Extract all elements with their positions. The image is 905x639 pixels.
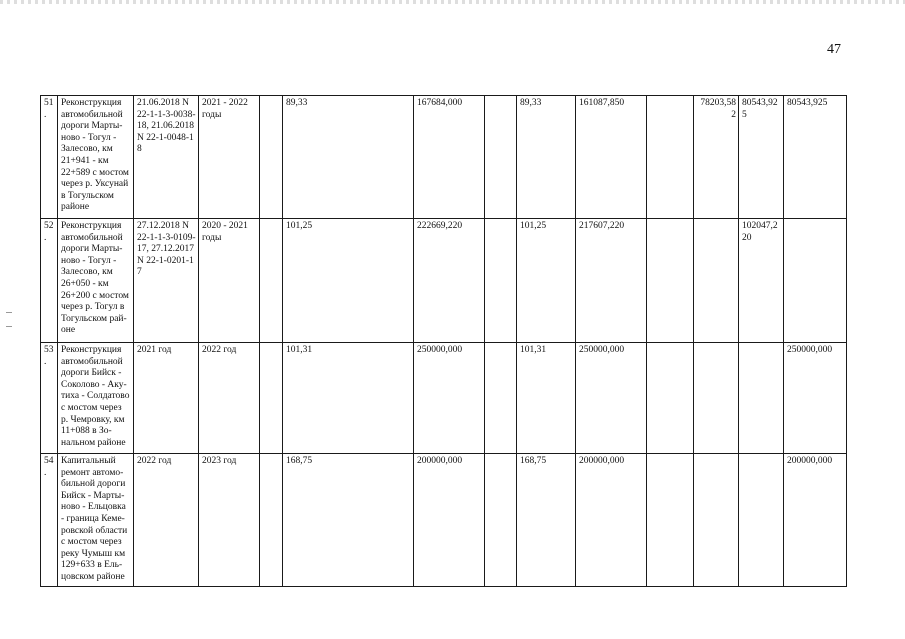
scan-top-edge bbox=[0, 0, 905, 4]
length-cell: 89,33 bbox=[517, 96, 576, 219]
table-row bbox=[41, 219, 847, 343]
year-amount-cell: 80543,925 bbox=[739, 96, 784, 219]
object-name-cell: Капитальный ремонт автомо-бильной дороги Бийск - Марты-ново - Ельцовка - граница Кеме-ровской области с мостом через реку Чумыш км 129+633 в Ель-цовском районе bbox=[58, 454, 134, 587]
year-amount-cell: 250000,000 bbox=[784, 343, 847, 454]
row-number-cell bbox=[41, 343, 58, 454]
page-number: 47 bbox=[827, 42, 841, 57]
period-cell: 2021 - 2022 годы bbox=[199, 96, 260, 219]
row-number-cell bbox=[41, 454, 58, 587]
table-row bbox=[41, 96, 847, 219]
empty-cell bbox=[647, 96, 694, 219]
table-row bbox=[41, 454, 847, 587]
total-cost-cell: 222669,220 bbox=[414, 219, 485, 343]
year-amount-cell bbox=[694, 454, 739, 587]
length-cell: 101,31 bbox=[517, 343, 576, 454]
period-cell: 2023 год bbox=[199, 454, 260, 587]
row-number-cell bbox=[41, 219, 58, 343]
year-amount-cell: 200000,000 bbox=[784, 454, 847, 587]
total-cost-cell: 200000,000 bbox=[414, 454, 485, 587]
empty-cell bbox=[485, 454, 517, 587]
year-amount-cell bbox=[739, 343, 784, 454]
row-number-dot: . bbox=[44, 356, 47, 367]
empty-cell bbox=[647, 454, 694, 587]
object-name-cell: Реконструкция автомобильной дороги Марты-ново - Тогул - Залесово, км 21+941 - км 22+589 с мостом через р. Уксунай в Тогульском районе bbox=[58, 96, 134, 219]
empty-cell bbox=[647, 219, 694, 343]
year-amount-cell: 78203,582 bbox=[694, 96, 739, 219]
document-cell: 21.06.2018 N 22-1-1-3-0038-18, 21.06.2018 N 22-1-0048-18 bbox=[134, 96, 199, 219]
period-cell: 2022 год bbox=[199, 343, 260, 454]
length-cell: 101,25 bbox=[283, 219, 414, 343]
document-cell: 2021 год bbox=[134, 343, 199, 454]
empty-cell bbox=[260, 219, 283, 343]
year-amount-cell: 80543,925 bbox=[784, 96, 847, 219]
total-cost-cell: 167684,000 bbox=[414, 96, 485, 219]
length-cell: 101,31 bbox=[283, 343, 414, 454]
empty-cell bbox=[260, 454, 283, 587]
empty-cell bbox=[260, 343, 283, 454]
length-cell: 168,75 bbox=[283, 454, 414, 587]
empty-cell bbox=[485, 219, 517, 343]
empty-cell bbox=[260, 96, 283, 219]
row-number-dot: . bbox=[44, 467, 47, 478]
row-number-cell bbox=[41, 96, 58, 219]
year-amount-cell bbox=[694, 343, 739, 454]
period-cell: 2020 - 2021 годы bbox=[199, 219, 260, 343]
year-amount-cell bbox=[784, 219, 847, 343]
year-amount-cell bbox=[739, 454, 784, 587]
row-number-dot: . bbox=[44, 109, 47, 120]
row-number: 52 bbox=[44, 221, 54, 231]
cost-cell: 250000,000 bbox=[576, 343, 647, 454]
object-name-cell: Реконструкция автомобильной дороги Марты-ново - Тогул - Залесово, км 26+050 - км 26+200 с мостом через р. Тогул в Тогульском рай-оне bbox=[58, 219, 134, 343]
total-cost-cell: 250000,000 bbox=[414, 343, 485, 454]
empty-cell bbox=[647, 343, 694, 454]
empty-cell bbox=[485, 343, 517, 454]
scan-margin-mark bbox=[6, 326, 12, 327]
document-cell: 2022 год bbox=[134, 454, 199, 587]
year-amount-cell: 102047,220 bbox=[739, 219, 784, 343]
cost-cell: 200000,000 bbox=[576, 454, 647, 587]
table-row bbox=[41, 343, 847, 454]
cost-cell: 217607,220 bbox=[576, 219, 647, 343]
scan-margin-mark bbox=[6, 312, 12, 313]
row-number: 51 bbox=[44, 98, 54, 108]
length-cell: 89,33 bbox=[283, 96, 414, 219]
year-amount-cell bbox=[694, 219, 739, 343]
row-number: 54 bbox=[44, 456, 54, 466]
empty-cell bbox=[485, 96, 517, 219]
document-cell: 27.12.2018 N 22-1-1-3-0109-17, 27.12.2017 N 22-1-0201-17 bbox=[134, 219, 199, 343]
row-number-dot: . bbox=[44, 232, 47, 243]
cost-cell: 161087,850 bbox=[576, 96, 647, 219]
object-name-cell: Реконструкция автомобильной дороги Бийск - Соколово - Аку-тиха - Солдатово с мостом через р. Чемровку, км 11+088 в Зо-нальном районе bbox=[58, 343, 134, 454]
length-cell: 168,75 bbox=[517, 454, 576, 587]
road-objects-table bbox=[40, 95, 847, 587]
row-number: 53 bbox=[44, 345, 54, 355]
length-cell: 101,25 bbox=[517, 219, 576, 343]
